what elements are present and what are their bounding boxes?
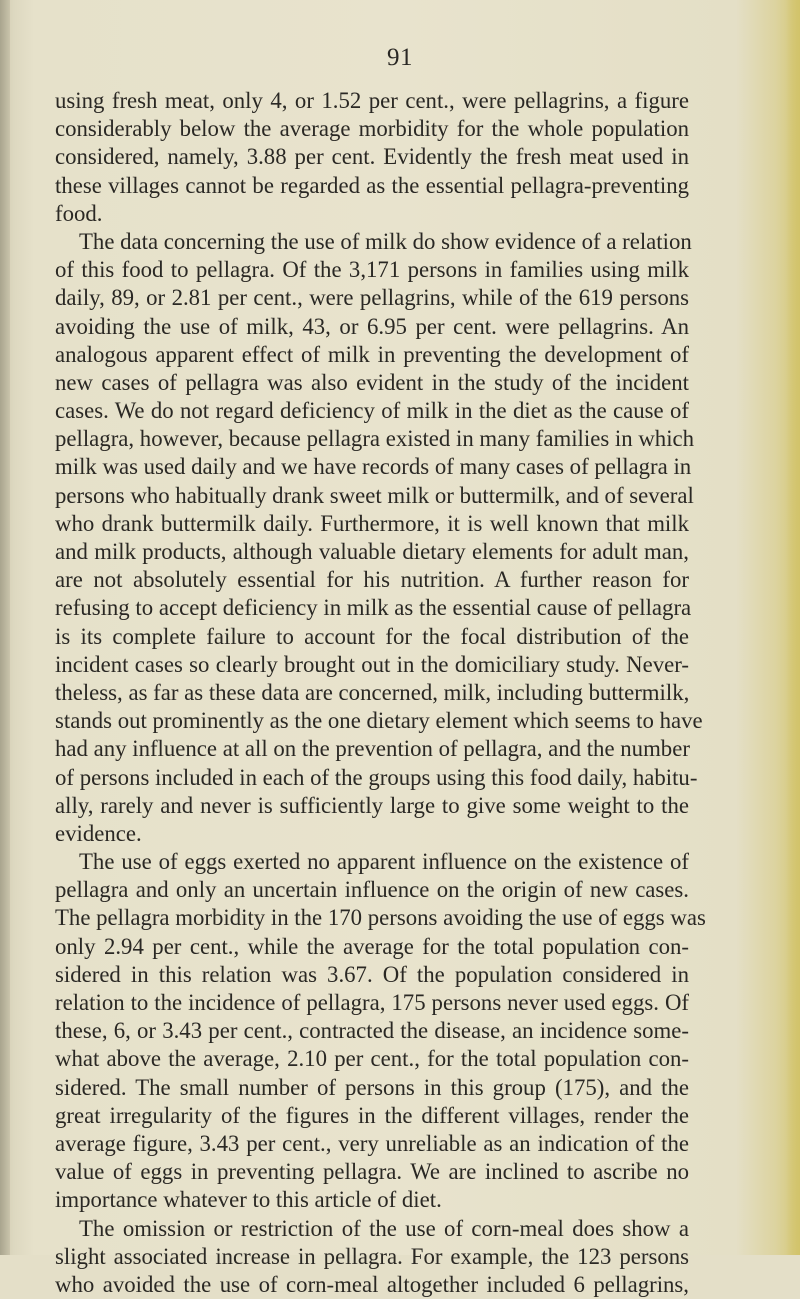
text-line: stands out prominently as the one dietary element which seems to have bbox=[55, 708, 703, 734]
text-line: The pellagra morbidity in the 170 persons avoiding the use of eggs was bbox=[55, 905, 706, 931]
text-line: these villages cannot be regarded as the essential pellagra-preventing bbox=[55, 172, 689, 198]
text-line: what above the average, 2.10 per cent., for the total population con- bbox=[55, 1046, 689, 1072]
text-line: The use of eggs exerted no apparent influence on the existence of bbox=[79, 849, 689, 875]
text-line: The data concerning the use of milk do show evidence of a relation bbox=[79, 228, 692, 254]
text-line: sidered. The small number of persons in this group (175), and the bbox=[55, 1074, 689, 1100]
body-text bbox=[55, 87, 706, 1299]
page-number: 91 bbox=[387, 44, 413, 71]
page-right-edge bbox=[786, 0, 800, 1255]
text-line: new cases of pellagra was also evident in the study of the incident bbox=[55, 369, 689, 395]
text-line: of this food to pellagra. Of the 3,171 persons in families using milk bbox=[55, 257, 689, 283]
text-line: these, 6, or 3.43 per cent., contracted the disease, an incidence some- bbox=[55, 1018, 689, 1044]
text-line: ally, rarely and never is sufficiently large to give some weight to the bbox=[55, 792, 689, 818]
text-line: incident cases so clearly brought out in the domiciliary study. Never- bbox=[55, 651, 689, 677]
text-line: daily, 89, or 2.81 per cent., were pellagrins, while of the 619 persons bbox=[55, 285, 689, 311]
text-line: only 2.94 per cent., while the average for the total population con- bbox=[55, 933, 689, 959]
text-line: and milk products, although valuable dietary elements for adult man, bbox=[55, 539, 689, 564]
text-line: evidence. bbox=[55, 820, 142, 846]
text-line: analogous apparent effect of milk in preventing the development of bbox=[55, 341, 689, 367]
text-line: The omission or restriction of the use of corn-meal does show a bbox=[79, 1215, 689, 1241]
text-line: refusing to accept deficiency in milk as the essential cause of pellagra bbox=[55, 595, 692, 621]
text-line: importance whatever to this article of diet. bbox=[55, 1187, 442, 1213]
text-line: milk was used daily and we have records of many cases of pellagra in bbox=[55, 454, 692, 480]
text-line: considerably below the average morbidity for the whole population bbox=[55, 116, 689, 142]
text-line: considered, namely, 3.88 per cent. Evidently the fresh meat used in bbox=[55, 144, 689, 170]
text-line: pellagra, however, because pellagra existed in many families in which bbox=[55, 426, 695, 452]
text-line: using fresh meat, only 4, or 1.52 per cent., were pellagrins, a figure bbox=[55, 88, 689, 113]
text-line: value of eggs in preventing pellagra. We are inclined to ascribe no bbox=[55, 1159, 689, 1185]
text-line: are not absolutely essential for his nutrition. A further reason for bbox=[55, 567, 689, 593]
text-line: is its complete failure to account for the focal distribution of the bbox=[55, 623, 689, 649]
text-line: who avoided the use of corn-meal altogether included 6 pellagrins, bbox=[55, 1271, 689, 1297]
text-line: sidered in this relation was 3.67. Of the population considered in bbox=[55, 961, 689, 987]
text-line: who drank buttermilk daily. Furthermore, it is well known that milk bbox=[55, 510, 689, 536]
text-line: had any influence at all on the prevention of pellagra, and the number bbox=[55, 736, 690, 762]
text-line: theless, as far as these data are concerned, milk, including buttermilk, bbox=[55, 679, 690, 705]
text-line: relation to the incidence of pellagra, 175 persons never used eggs. Of bbox=[55, 990, 689, 1015]
text-line: cases. We do not regard deficiency of milk in the diet as the cause of bbox=[55, 398, 689, 424]
text-line: of persons included in each of the groups using this food daily, habitu- bbox=[55, 764, 698, 790]
text-line: avoiding the use of milk, 43, or 6.95 per cent. were pellagrins. An bbox=[55, 313, 689, 339]
text-line: average figure, 3.43 per cent., very unreliable as an indication of the bbox=[55, 1130, 689, 1156]
text-line: persons who habitually drank sweet milk or buttermilk, and of several bbox=[55, 482, 694, 508]
text-line: pellagra and only an uncertain influence on the origin of new cases. bbox=[55, 877, 689, 903]
text-line: food. bbox=[55, 200, 103, 226]
text-line: great irregularity of the figures in the different villages, render the bbox=[55, 1102, 689, 1128]
text-line: slight associated increase in pellagra. For example, the 123 persons bbox=[55, 1243, 689, 1269]
page-binding-edge bbox=[0, 0, 10, 1255]
